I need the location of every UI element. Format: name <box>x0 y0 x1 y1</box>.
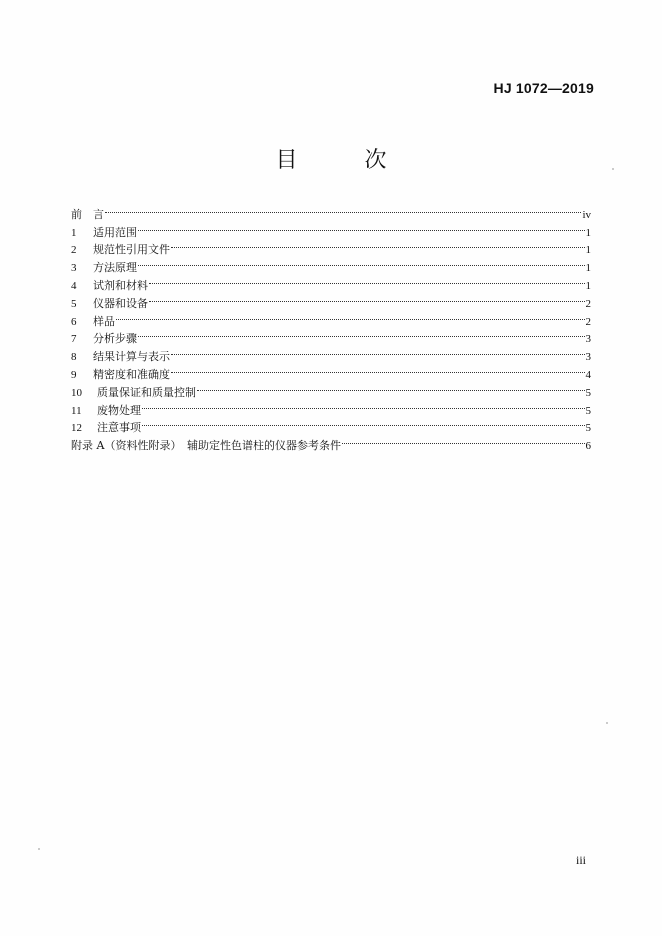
toc-entry-preface[interactable] <box>71 200 591 221</box>
toc-entry-page: 1 <box>585 279 591 292</box>
toc-entry-page: iv <box>582 208 591 221</box>
toc-entry-label: 废物处理 <box>97 403 141 417</box>
toc-entry-page: 4 <box>585 368 591 381</box>
toc-entry-label: 分析步骤 <box>93 332 137 346</box>
toc-leader-dots <box>138 253 585 271</box>
toc-entry-label: 样品 <box>93 314 115 328</box>
toc-entry-label: 精密度和准确度 <box>93 367 170 381</box>
toc-entry-label: 注意事项 <box>97 421 141 435</box>
toc-entry-appendix-a[interactable] <box>71 431 591 453</box>
toc-leader-dots <box>105 200 581 218</box>
toc-entry-page: 6 <box>585 440 591 453</box>
toc-entry-label: 前 言 <box>71 207 104 221</box>
toc-entry-label: 仪器和设备 <box>93 296 148 310</box>
toc-entry-12[interactable] <box>71 414 591 435</box>
toc-leader-dots <box>149 271 585 289</box>
toc-entry-number: 10 <box>71 386 82 399</box>
table-of-contents <box>71 200 591 453</box>
toc-entry-page: 1 <box>585 244 591 257</box>
toc-entry-page: 1 <box>585 262 591 275</box>
toc-entry-5[interactable] <box>71 289 591 310</box>
toc-entry-page: 5 <box>585 422 591 435</box>
toc-entry-label: 质量保证和质量控制 <box>97 385 196 399</box>
toc-entry-page: 5 <box>585 386 591 399</box>
toc-entry-6[interactable] <box>71 307 591 328</box>
toc-entry-7[interactable] <box>71 325 591 346</box>
toc-entry-number: 12 <box>71 422 82 435</box>
toc-entry-number: 1 <box>71 226 77 239</box>
toc-entry-page: 3 <box>585 333 591 346</box>
toc-entry-number: 5 <box>71 297 77 310</box>
toc-entry-4[interactable] <box>71 271 591 292</box>
scan-speck <box>38 848 40 850</box>
toc-entry-number: 6 <box>71 315 77 328</box>
toc-entry-label: 附录 A（资料性附录） 辅助定性色谱柱的仪器参考条件 <box>71 439 341 453</box>
toc-leader-dots <box>197 378 585 396</box>
toc-entry-3[interactable] <box>71 253 591 275</box>
toc-leader-dots <box>142 414 585 432</box>
toc-entry-number: 9 <box>71 368 77 381</box>
toc-entry-number: 7 <box>71 333 77 346</box>
toc-entry-11[interactable] <box>71 396 591 417</box>
toc-entry-8[interactable] <box>71 342 591 364</box>
toc-entry-page: 3 <box>585 351 591 364</box>
toc-entry-number: 3 <box>71 262 77 275</box>
toc-entry-1[interactable] <box>71 218 591 239</box>
toc-leader-dots <box>171 342 585 360</box>
toc-entry-page: 1 <box>585 226 591 239</box>
toc-entry-label: 结果计算与表示 <box>93 350 170 364</box>
toc-entry-2[interactable] <box>71 236 591 257</box>
toc-entry-number: 8 <box>71 351 77 364</box>
toc-leader-dots <box>342 431 585 449</box>
toc-entry-label: 试剂和材料 <box>93 278 148 292</box>
toc-entry-label: 方法原理 <box>93 261 137 275</box>
page-number: iii <box>575 853 586 867</box>
toc-entry-number: 11 <box>71 404 82 417</box>
toc-leader-dots <box>149 289 585 307</box>
toc-leader-dots <box>171 236 585 254</box>
toc-entry-number: 2 <box>71 244 77 257</box>
toc-entry-label: 适用范围 <box>93 225 137 239</box>
toc-leader-dots <box>142 396 585 414</box>
toc-entry-page: 5 <box>585 404 591 417</box>
toc-entry-page: 2 <box>585 315 591 328</box>
toc-leader-dots <box>171 360 585 378</box>
standard-code: HJ 1072—2019 <box>493 80 594 96</box>
toc-leader-dots <box>138 218 585 236</box>
toc-entry-label: 规范性引用文件 <box>93 243 170 257</box>
toc-entry-number: 4 <box>71 279 77 292</box>
toc-title: 目 次 <box>275 148 417 173</box>
scan-speck <box>606 722 608 724</box>
scan-speck <box>612 168 614 170</box>
toc-leader-dots <box>116 307 585 325</box>
toc-leader-dots <box>138 325 585 343</box>
toc-entry-page: 2 <box>585 297 591 310</box>
